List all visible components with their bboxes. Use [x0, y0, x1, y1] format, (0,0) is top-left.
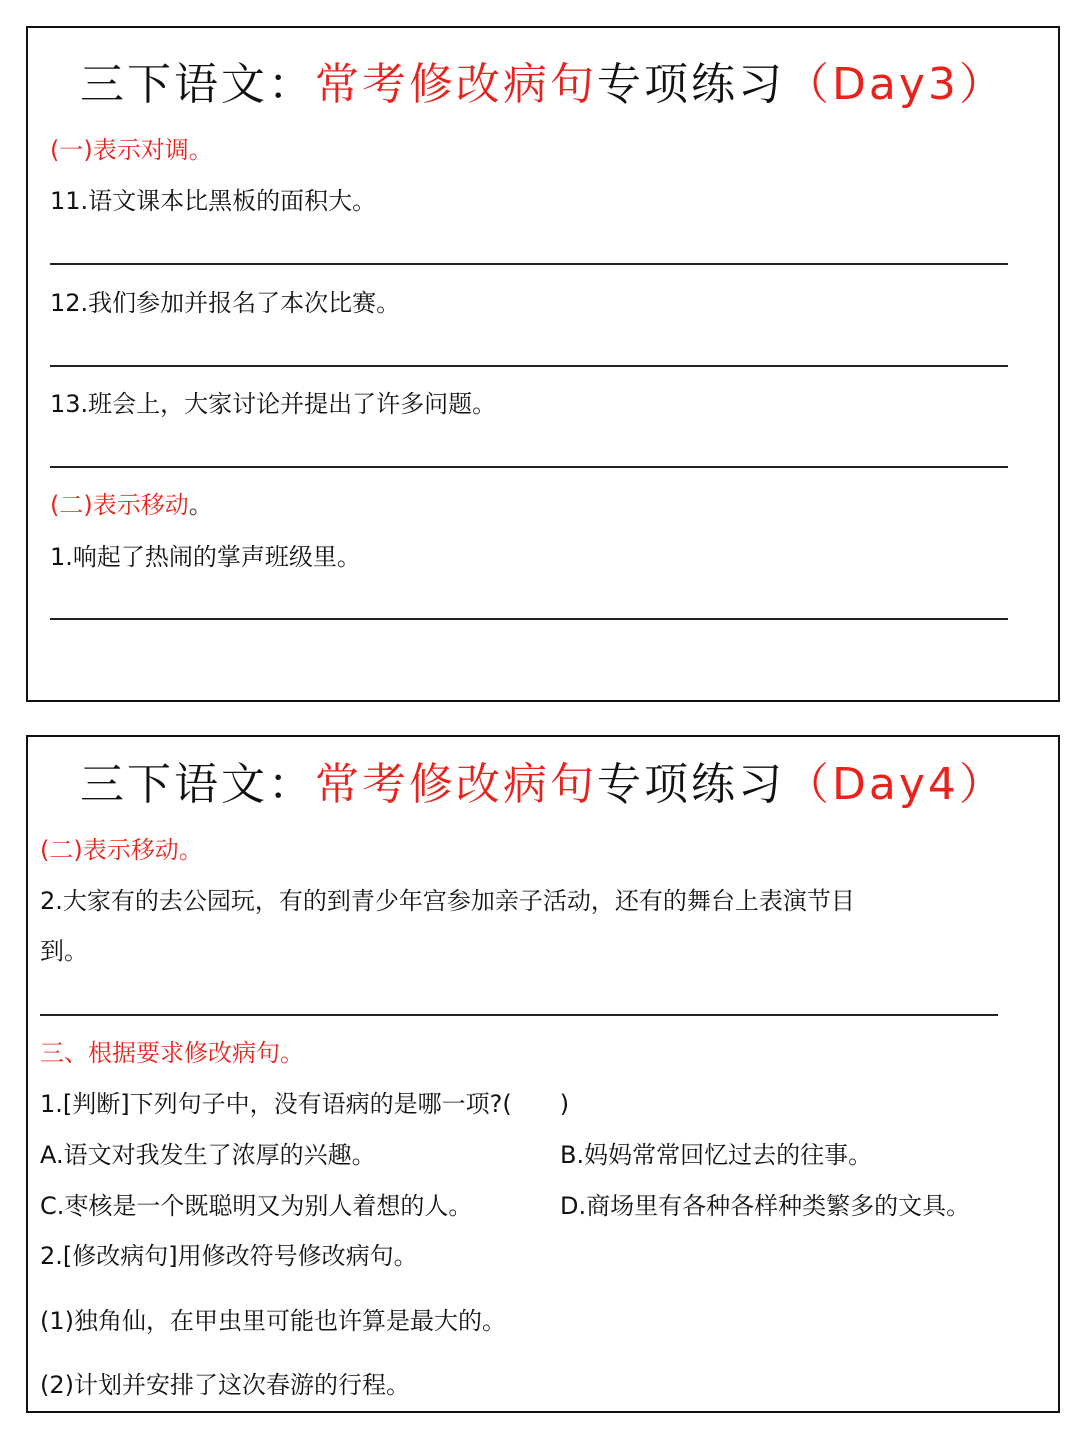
answer-line-13[interactable] — [50, 466, 1008, 468]
title-suffix: 专项练习 — [597, 759, 786, 810]
answer-line-11[interactable] — [50, 263, 1008, 265]
section-heading-move — [50, 491, 213, 520]
section-heading-move-period: 。 — [188, 491, 213, 519]
title-prefix: 三下语文： — [80, 59, 316, 110]
option-a[interactable]: A.语文对我发生了浓厚的兴趣。 — [40, 1141, 376, 1169]
option-d[interactable]: D.商场里有各种各样种类繁多的文具。 — [560, 1192, 971, 1220]
option-b[interactable]: B.妈妈常常回忆过去的往事。 — [560, 1141, 873, 1169]
answer-line-1[interactable] — [50, 618, 1008, 620]
section-heading-swap: (一)表示对调。 — [50, 136, 213, 164]
question-1: 1.响起了热闹的掌声班级里。 — [50, 543, 361, 571]
section-heading-revise: 三、根据要求修改病句。 — [40, 1039, 304, 1067]
worksheet-day4 — [26, 735, 1060, 1413]
title-suffix: 专项练习 — [597, 59, 786, 110]
title-day: （Day3） — [785, 59, 1006, 110]
title-highlight: 常考修改病句 — [315, 59, 598, 110]
question-13: 13.班会上，大家讨论并提出了许多问题。 — [50, 390, 497, 418]
section-heading-move: (二)表示移动。 — [40, 836, 203, 864]
question-11: 11.语文课本比黑板的面积大。 — [50, 187, 377, 215]
mc-question: 1.[判断]下列句子中，没有语病的是哪一项?( ) — [40, 1090, 570, 1118]
worksheet-title — [28, 60, 1058, 111]
title-prefix: 三下语文： — [80, 759, 316, 810]
answer-line-2[interactable] — [40, 1014, 998, 1016]
title-day: （Day4） — [785, 759, 1006, 810]
option-c[interactable]: C.枣核是一个既聪明又为别人着想的人。 — [40, 1192, 473, 1220]
section-heading-move-text: (二)表示移动 — [50, 491, 189, 519]
question-2-line-2: 到。 — [40, 937, 88, 965]
question-12: 12.我们参加并报名了本次比赛。 — [50, 289, 401, 317]
worksheet-day3 — [26, 26, 1060, 702]
edit-instruction: 2.[修改病句]用修改符号修改病句。 — [40, 1242, 418, 1270]
title-highlight: 常考修改病句 — [315, 759, 598, 810]
answer-line-12[interactable] — [50, 365, 1008, 367]
worksheet-title — [28, 760, 1058, 811]
question-2-line-1: 2.大家有的去公园玩，有的到青少年宫参加亲子活动，还有的舞台上表演节目 — [40, 887, 855, 915]
edit-item-2: (2)计划并安排了这次春游的行程。 — [40, 1371, 410, 1399]
edit-item-1: (1)独角仙，在甲虫里可能也许算是最大的。 — [40, 1307, 506, 1335]
